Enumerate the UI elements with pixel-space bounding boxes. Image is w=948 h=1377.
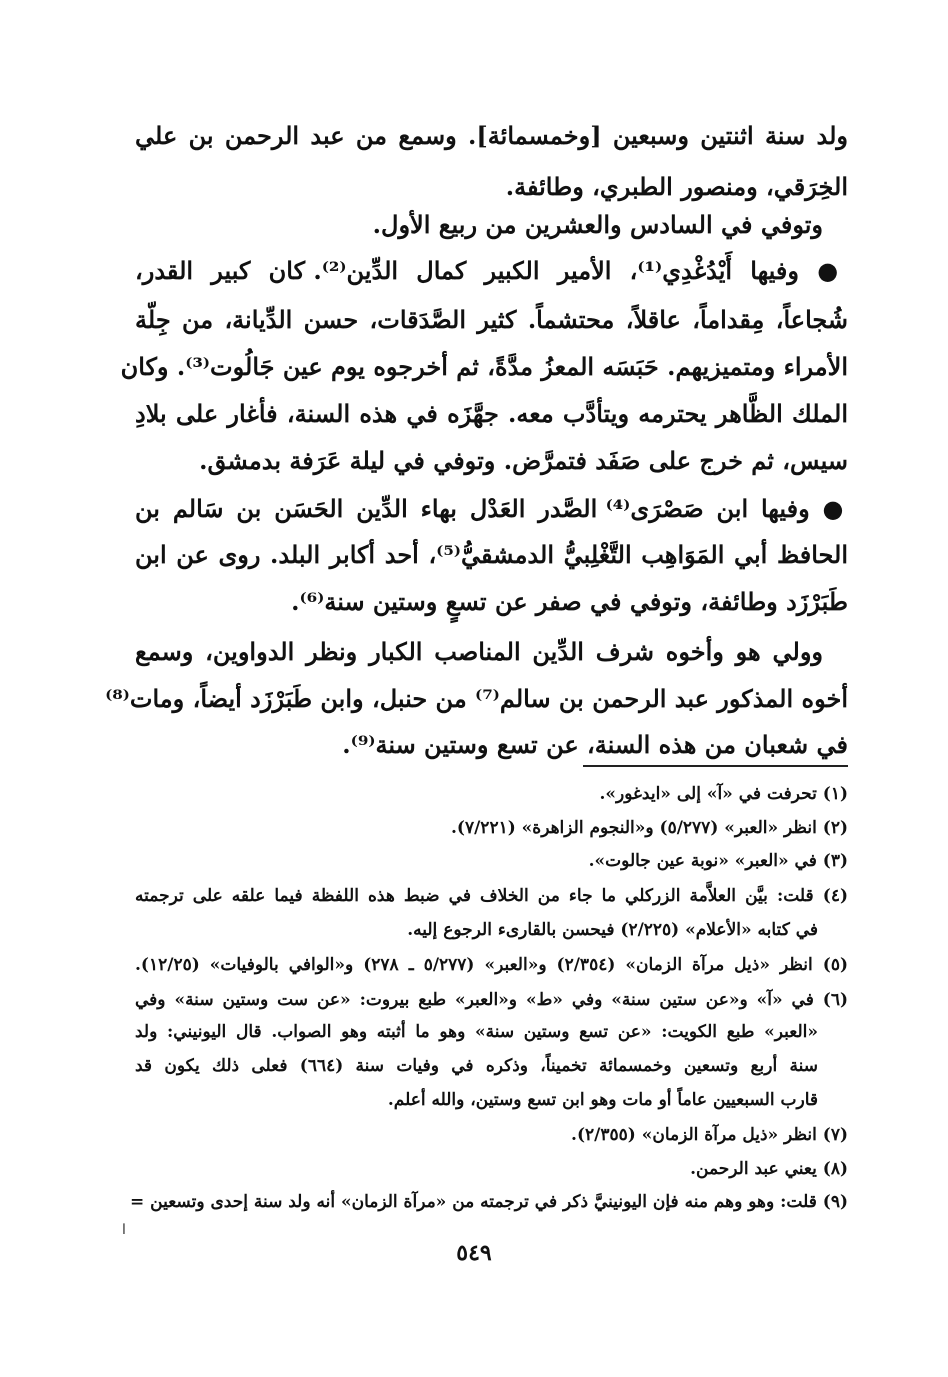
page-number: ٥٤٩: [456, 1240, 492, 1266]
main-text-line: وولي هو وأخوه شرف الدِّين المناصب الكبار ونظر الدواوين، وسمع: [135, 637, 823, 666]
footnote: «العبر» طبع الكويت: «عن تسع وستين سنة» وهو ما أثبته وهو الصواب. قال اليونيني: ولد: [135, 1022, 818, 1042]
footnote: (٧) انظر «ذيل مرآة الزمان» (٢/٣٥٥).: [571, 1125, 848, 1145]
footnote-separator: [583, 765, 848, 767]
footnote: (٦) في «آ» و«عن ستين سنة» وفي «ط» و«العبر» طبع بيروت: «عن ست وستين سنة» وفي: [135, 990, 848, 1010]
footnote: سنة أربع وتسعين وخمسمائة تخميناً، وذكره في وفيات سنة (٦٦٤) فعلى ذلك يكون قد: [135, 1056, 818, 1076]
main-text-line: الأمراء ومتميزيهم. حَبَسَه المعزُ مدَّةً، ثم أخرجوه يوم عين جَالُوت⁽³⁾. وكان: [120, 352, 848, 381]
main-text-line: الخِرَقي، ومنصور الطبري، وطائفة.: [505, 172, 848, 201]
footnote: (١) تحرفت في «آ» إلى «ايدغور».: [599, 784, 848, 804]
footnote: في كتابه «الأعلام» (٢/٢٢٥) فيحسن بالقارىء الرجوع إليه.: [407, 920, 818, 940]
main-text-line: طَبَرْزَد وطائفة، وتوفي في صفر عن تسعٍ وستين سنة⁽⁶⁾.: [291, 587, 848, 616]
footnote: (٥) انظر «ذيل مرآة الزمان» (٢/٣٥٤) و«العبر» (٥/٢٧٧ ـ ٢٧٨) و«الوافي بالوفيات» (١٢/٢٥).: [135, 955, 848, 975]
main-text-line: الحافظ أبي المَوَاهِب التَّغْلِبيُّ الدمشقيُّ⁽⁵⁾، أحد أكابر البلد. روى عن ابن: [135, 540, 849, 569]
main-text-line: ولد سنة اثنتين وسبعين [وخمسمائة]. وسمع من عبد الرحمن بن علي: [135, 121, 848, 150]
main-text-line: وتوفي في السادس والعشرين من ربيع الأول.: [372, 210, 823, 239]
main-text-line: ● وفيها ابن صَصْرَى⁽⁴⁾ الصَّدر العَدْل بهاء الدِّين الحَسَن بن سَالم بن: [135, 494, 848, 523]
margin-mark: ا: [122, 1222, 126, 1238]
footnote: قارب السبعيين عاماً أو مات وهو ابن تسع وستين، والله أعلم.: [387, 1090, 818, 1110]
footnote: (٣) في «العبر» «نوبة عين جالوت».: [588, 851, 848, 871]
main-text-line: أخوه المذكور عبد الرحمن بن سالم⁽⁷⁾ من حنبل، وابن طَبَرْزَد أيضاً، ومات⁽⁸⁾: [105, 684, 848, 713]
footnote: (٩) قلت: وهو وهم منه فإن اليونينيَّ ذكر في ترجمته من «مرآة الزمان» أنه ولد سنة إحدى وتسعين =: [130, 1192, 848, 1212]
main-text-line: في شعبان من هذه السنة، عن تسع وستين سنة⁽⁹⁾.: [342, 730, 848, 759]
footnote: (٤) قلت: بيَّن العلاَّمة الزركلي ما جاء من الخلاف في ضبط هذه اللفظة فيما علقه على ترجمته: [135, 886, 848, 906]
main-text-line: ● وفيها أَيْدُغْدِي⁽¹⁾، الأمير الكبير كمال الدِّين⁽²⁾. كان كبير القدر،: [135, 256, 849, 285]
main-text-line: الملك الظَّاهر يحترمه ويتأدَّب معه. جهَّزَه في هذه السنة، فأغار على بلادِ: [135, 399, 848, 428]
footnote: (٢) انظر «العبر» (٥/٢٧٧) و«النجوم الزاهرة» (٧/٢٢١).: [451, 818, 848, 838]
main-text-line: شُجاعاً، مِقداماً، عاقلاً، محتشماً. كثير الصَّدَقات، حسن الدِّيانة، من جِلّة: [135, 305, 848, 334]
main-text-line: سيس، ثم خرج على صَفَد فتمرَّض. وتوفي في ليلة عَرَفة بدمشق.: [199, 446, 848, 475]
footnote: (٨) يعني عبد الرحمن.: [690, 1159, 848, 1179]
